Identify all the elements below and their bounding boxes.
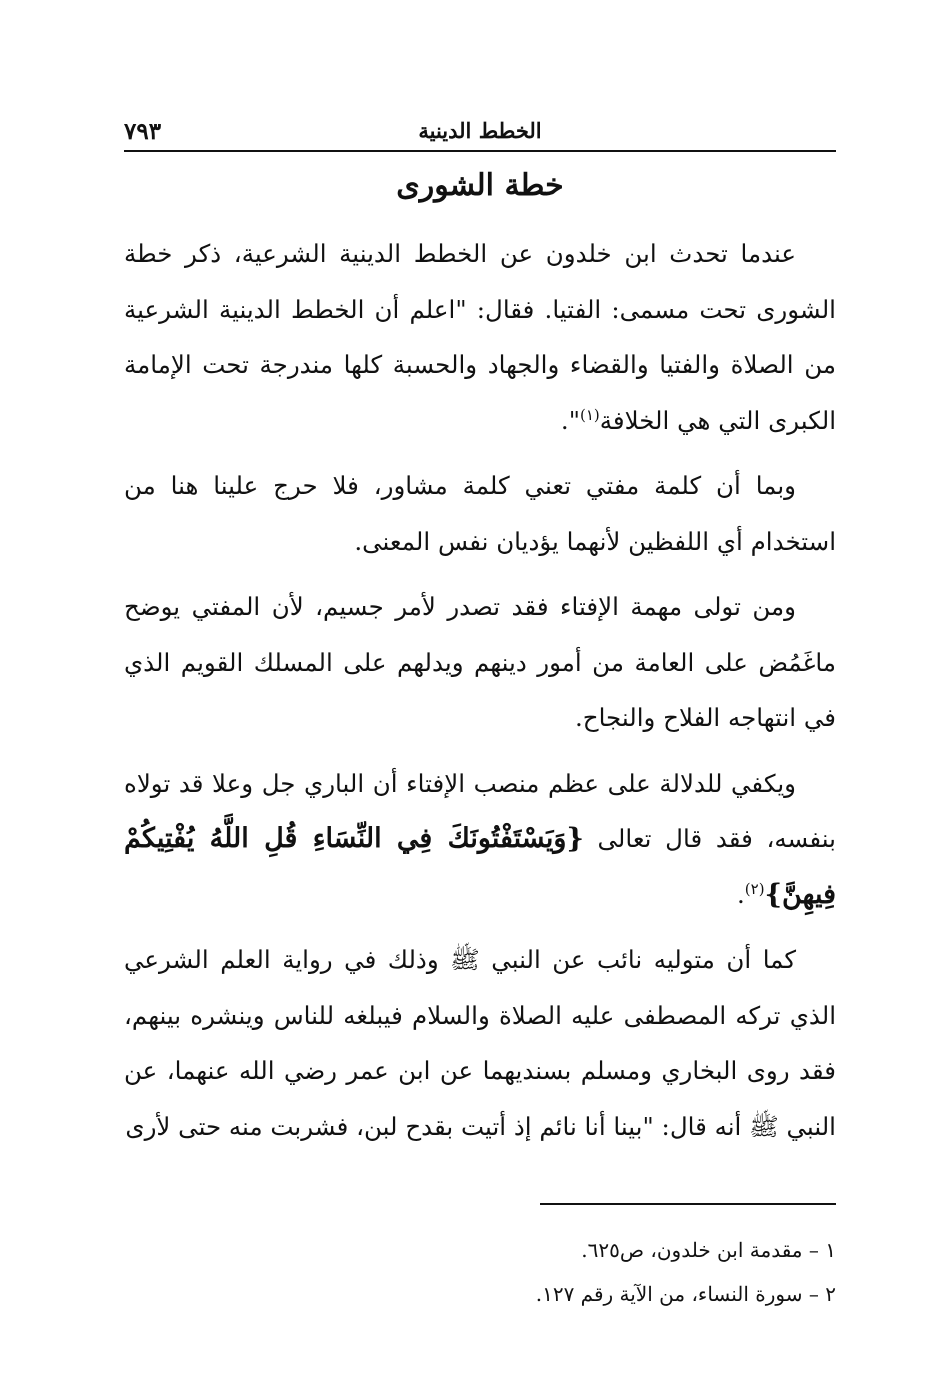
footnote-ref-1: (١) (579, 405, 600, 424)
paragraph-1 (124, 226, 836, 448)
paragraph-3 (124, 579, 836, 746)
footnote-1: ١ – مقدمة ابن خلدون، ص٦٢٥. (581, 1238, 836, 1262)
paragraph-tail: . (737, 879, 745, 909)
paragraph-text: عندما تحدث ابن خلدون عن الخطط الدينية الشرعية، ذكر خطة الشورى تحت مسمى: الفتيا. فقال: "اعلم أن الخطط الدينية الشرعية من الصلاة والفتيا والقضاء والجهاد والحسبة كلها مندرجة تحت الإمامة الكبرى التي هي الخلافة (124, 239, 836, 435)
footnotes (124, 1228, 836, 1316)
page-number: ٧٩٣ (124, 118, 162, 145)
footnote-2: ٢ – سورة النساء، من الآية رقم ١٢٧. (535, 1282, 836, 1306)
paragraph-text: ومن تولى مهمة الإفتاء فقد تصدر لأمر جسيم، لأن المفتي يوضح ماغَمُض على العامة من أمور دينهم ويدلهم على المسلك القويم الذي في انتهاجه الفلاح والنجاح. (124, 592, 836, 732)
running-header (124, 116, 836, 152)
body-text (124, 226, 836, 1164)
paragraph-text: ويكفي للدلالة على عظم منصب الإفتاء أن الباري جل وعلا قد تولاه بنفسه، فقد قال تعالى (124, 768, 836, 853)
paragraph-text: كما أن متوليه نائب عن النبي ﷺ وذلك في رواية العلم الشرعي الذي تركه المصطفى عليه الصلاة والسلام فيبلغه للناس وينشره بينهم، فقد روى البخاري ومسلم بسنديهما عن ابن عمر رضي الله عنهما، عن النبي ﷺ أنه قال: "بينا أنا نائم إذ أتيت بقدح لبن، فشربت منه حتى لأرى (124, 945, 836, 1141)
section-title: خطة الشورى (396, 168, 564, 203)
paragraph-tail: ". (560, 405, 580, 435)
running-title: الخطط الدينية (418, 118, 542, 143)
footnote-ref-2: (٢) (744, 879, 765, 898)
paragraph-2 (124, 458, 836, 569)
paragraph-5 (124, 932, 836, 1154)
quran-verse: {وَيَسْتَفْتُونَكَ فِي النِّسَاءِ قُلِ اللَّهُ يُفْتِيكُمْ فِيهِنَّ} (124, 823, 836, 910)
paragraph-text: وبما أن كلمة مفتي تعني كلمة مشاور، فلا حرج علينا هنا من استخدام أي اللفظين لأنهما يؤديان نفس المعنى. (124, 471, 836, 556)
footnote-divider (540, 1203, 836, 1205)
paragraph-4 (124, 756, 836, 923)
